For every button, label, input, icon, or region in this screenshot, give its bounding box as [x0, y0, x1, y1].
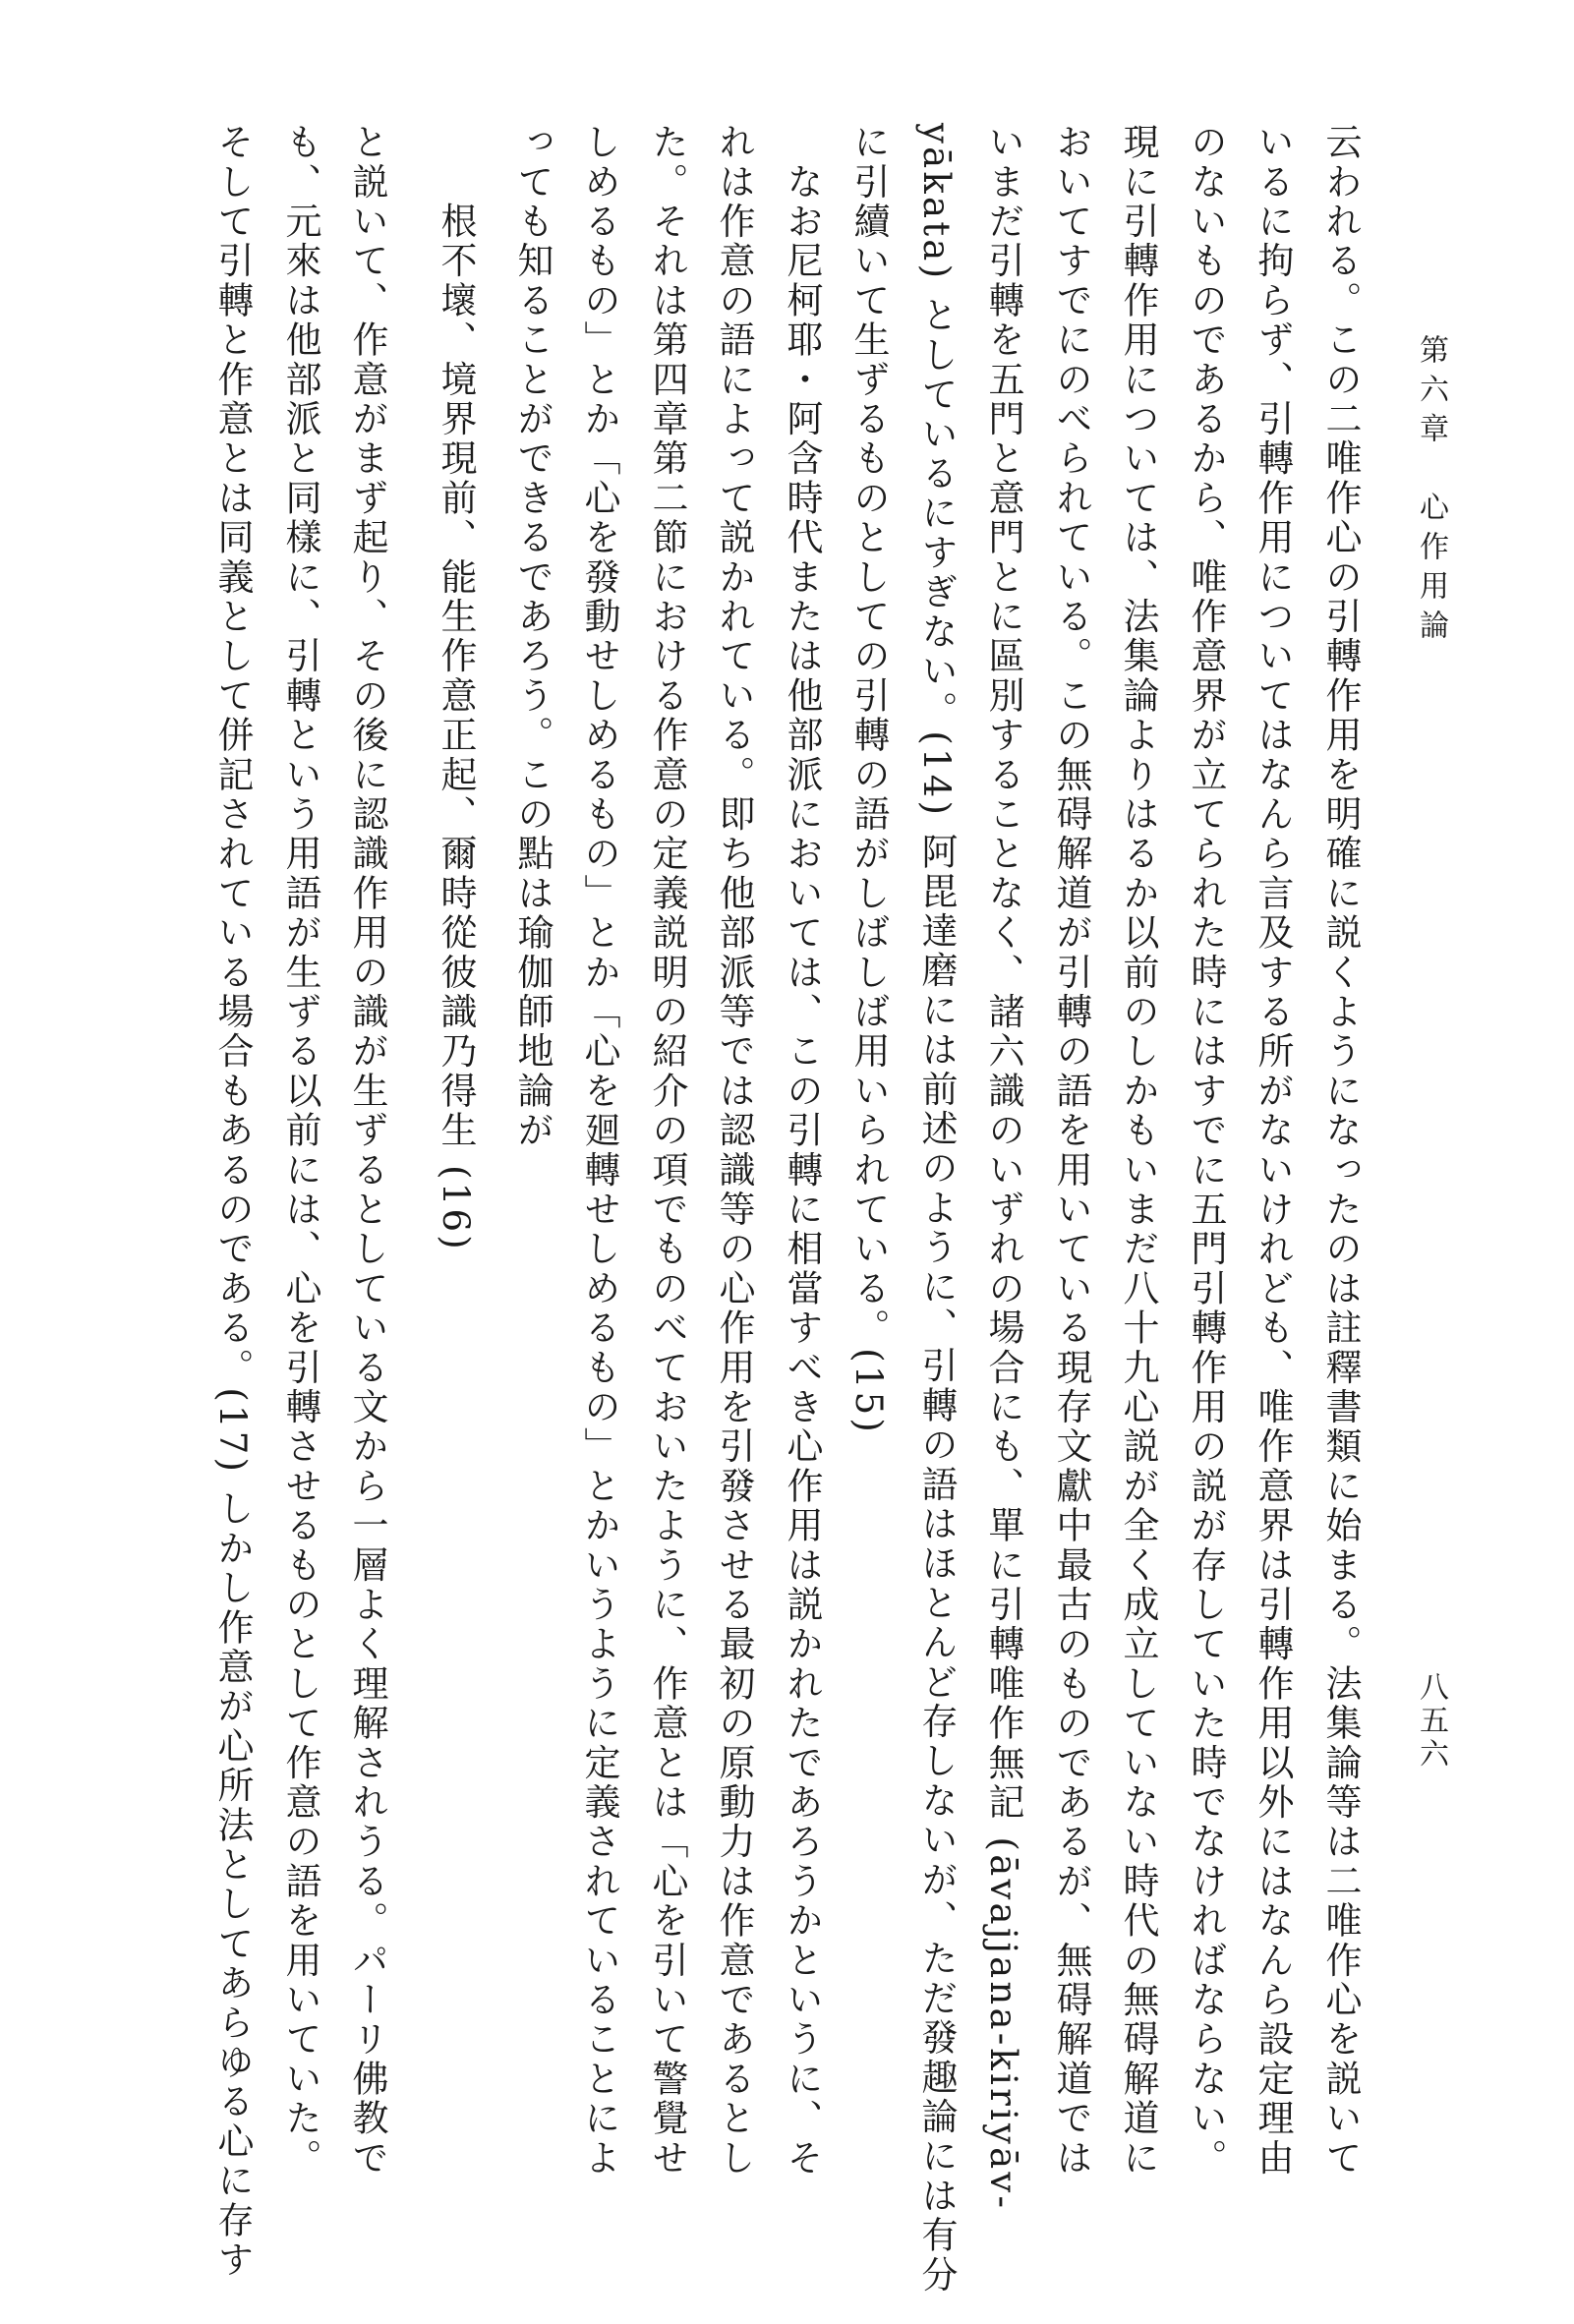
text-column-15: と説いて、作意がまず起り、その後に認識作用の識が生ずるとしている文から一層よく理解されうる。パーリ佛教で [346, 123, 388, 2179]
text-column-6: いまだ引轉を五門と意門とに區別することなく、諸六識のいずれの場合にも、單に引轉唯作無記 (āvajjana-kiriyāv- [982, 123, 1024, 2212]
text-column-9: なお尼柯耶・阿含時代または他部派においては、この引轉に相當すべき心作用は説かれたであろうかというに、そ [781, 123, 823, 2179]
text-column-3: のないものであるから、唯作意界が立てられた時にはすでに五門引轉作用の説が存していた時でなければならない。 [1185, 123, 1227, 2179]
running-header: 第六章 心作用論 [1414, 334, 1448, 649]
text-column-5: おいてすでにのべられている。この無碍解道が引轉の語を用いている現存文獻中最古のものであるが、無碍解道では [1050, 123, 1092, 2179]
text-column-11: た。それは第四章第二節における作意の定義説明の紹介の項でものべておいたように、作意とは「心を引いて警覺せ [646, 123, 688, 2179]
text-column-10: れは作意の語によって説かれている。即ち他部派等では認識等の心作用を引發させる最初の原動力は作意であるとし [713, 123, 755, 2179]
text-column-8: に引續いて生ずるものとしての引轉の語がしばしば用いられている。(15) [847, 123, 890, 1435]
text-column-16: も、元來は他部派と同樣に、引轉という用語が生ずる以前には、心を引轉させるものとして作意の語を用いていた。 [279, 123, 321, 2179]
text-column-14-quotation: 根不壞、境界現前、能生作意正起、爾時從彼識乃得生 (16) [435, 123, 477, 1252]
text-column-1: 云われる。この二唯作心の引轉作用を明確に説くようになったのは註釋書類に始まる。法集論等は二唯作心を説いて [1319, 123, 1362, 2179]
text-column-12: しめるもの」とか「心を發動せしめるもの」とか「心を廻轉せしめるもの」とかいうように定義されていることによ [578, 123, 620, 2179]
text-column-2: いるに拘らず、引轉作用についてはなんら言及する所がないけれども、唯作意界は引轉作用以外にはなんら設定理由 [1252, 123, 1294, 2179]
page-number: 八五六 [1414, 1671, 1448, 1772]
text-column-13: っても知ることができるであろう。この點は瑜伽師地論が [511, 123, 554, 1151]
text-column-4: 現に引轉作用については、法集論よりはるか以前のしかもいまだ八十九心説が全く成立していない時代の無碍解道に [1117, 123, 1159, 2179]
text-column-17: そして引轉と作意とは同義として併記されている場合もあるのである。(17) しかし作意が心所法としてあらゆる心に存す [211, 123, 254, 2281]
text-column-7: yākata) としているにすぎない。(14) 阿毘達磨には前述のように、引轉の語はほとんど存しないが、ただ發趣論には有分 [915, 123, 958, 2295]
